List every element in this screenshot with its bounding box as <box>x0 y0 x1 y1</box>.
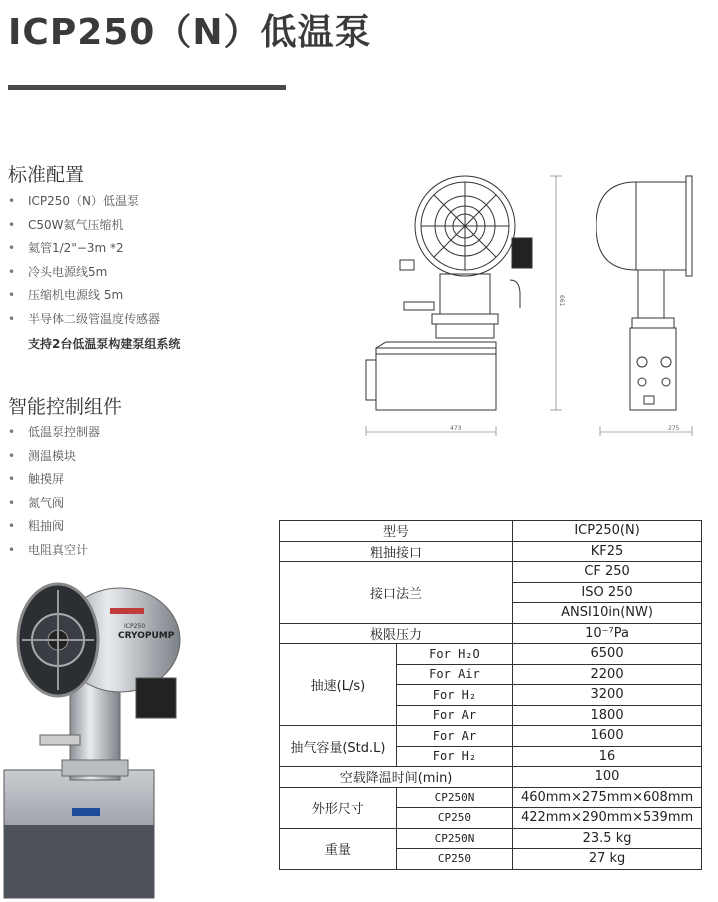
spec-table <box>279 520 702 870</box>
rough-value: KF25 <box>513 541 702 562</box>
cooldown-label: 空载降温时间(min) <box>280 767 513 788</box>
list-item: • 测温模块 <box>8 448 77 463</box>
speed-gas: For Ar <box>396 705 512 726</box>
list-item: • 电阻真空计 <box>8 542 89 557</box>
flange-value: ISO 250 <box>513 582 702 603</box>
side-width-dim: 275 <box>668 425 680 432</box>
weight-model: CP250 <box>396 849 512 870</box>
speed-value: 1800 <box>513 705 702 726</box>
list-item: • 氮气阀 <box>8 495 65 510</box>
capacity-value: 16 <box>513 746 702 767</box>
ultimate-label: 极限压力 <box>280 623 513 644</box>
dimensions-model: CP250 <box>396 808 512 829</box>
table-row <box>280 562 702 583</box>
speed-value: 2200 <box>513 664 702 685</box>
capacity-value: 1600 <box>513 726 702 747</box>
weight-label: 重量 <box>280 828 397 869</box>
smart-control-list <box>8 421 100 562</box>
rough-label: 粗抽接口 <box>280 541 513 562</box>
table-row <box>280 787 702 808</box>
title-underline <box>8 85 286 90</box>
table-row <box>280 623 702 644</box>
model-value: ICP250(N) <box>513 521 702 542</box>
dimensions-value: 422mm×290mm×539mm <box>513 808 702 829</box>
speed-value: 3200 <box>513 685 702 706</box>
table-row <box>280 767 702 788</box>
table-row <box>280 726 702 747</box>
list-item: • ICP250（N）低温泵 <box>8 194 140 208</box>
photo-label-main: CRYOPUMP <box>118 631 175 641</box>
list-item: • 压缩机电源线 5m <box>8 288 124 302</box>
ultimate-value: 10⁻⁷Pa <box>513 623 702 644</box>
dimensions-value: 460mm×275mm×608mm <box>513 787 702 808</box>
front-view-drawing <box>360 170 580 440</box>
list-item: • 触摸屏 <box>8 472 65 486</box>
pump-group-note: 支持2台低温泵构建泵组系统 <box>28 337 181 351</box>
table-row <box>280 644 702 665</box>
list-item: • C50W氦气压缩机 <box>8 217 124 232</box>
photo-label-top: ICP250 <box>124 623 146 630</box>
height-dim: 661 <box>558 295 565 307</box>
weight-value: 23.5 kg <box>513 828 702 849</box>
table-row <box>280 521 702 542</box>
speed-gas: For H₂ <box>396 685 512 706</box>
capacity-gas: For H₂ <box>396 746 512 767</box>
capacity-label: 抽气容量(Std.L) <box>280 726 397 767</box>
speed-value: 6500 <box>513 644 702 665</box>
page-title: ICP250（N）低温泵 <box>8 12 372 53</box>
weight-value: 27 kg <box>513 849 702 870</box>
weight-model: CP250N <box>396 828 512 849</box>
model-label: 型号 <box>280 521 513 542</box>
list-item: • 粗抽阀 <box>8 519 65 533</box>
flange-label: 接口法兰 <box>280 562 513 624</box>
cooldown-value: 100 <box>513 767 702 788</box>
cryopump-product-image <box>0 570 200 900</box>
speed-gas: For Air <box>396 664 512 685</box>
list-item: • 低温泵控制器 <box>8 425 101 439</box>
list-item: • 氦管1/2"−3m *2 <box>8 241 124 255</box>
speed-gas: For H₂O <box>396 644 512 665</box>
smart-control-heading: 智能控制组件 <box>8 396 123 418</box>
table-row <box>280 828 702 849</box>
side-view-drawing <box>596 170 706 440</box>
dimensions-label: 外形尺寸 <box>280 787 397 828</box>
list-item: • 半导体二级管温度传感器 <box>8 311 161 326</box>
standard-config-heading: 标准配置 <box>8 164 85 186</box>
front-width-dim: 473 <box>450 425 462 432</box>
standard-config-list <box>8 190 160 331</box>
list-item: • 冷头电源线5m <box>8 264 108 279</box>
speed-label: 抽速(L/s) <box>280 644 397 726</box>
table-row <box>280 541 702 562</box>
flange-value: ANSI10in(NW) <box>513 603 702 624</box>
dimensions-model: CP250N <box>396 787 512 808</box>
flange-value: CF 250 <box>513 562 702 583</box>
capacity-gas: For Ar <box>396 726 512 747</box>
